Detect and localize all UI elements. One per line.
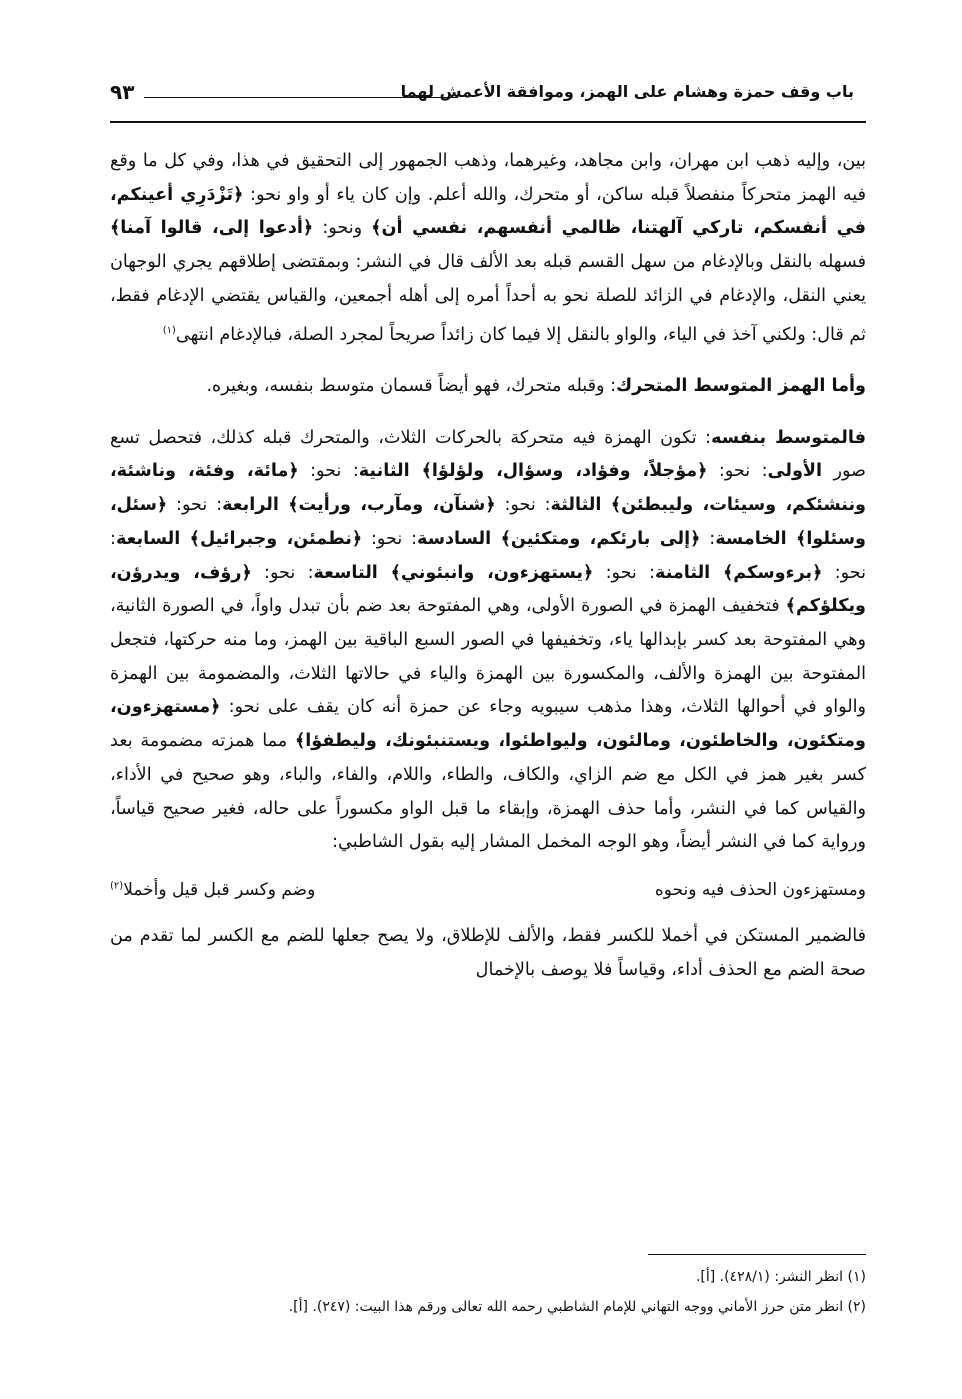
chapter-title: باب وقف حمزة وهشام على الهمز، وموافقة الأعمش لهما [400, 82, 854, 101]
page-number: ٩٣ [110, 80, 135, 104]
quran-quote: ﴿مؤجلاً، وفؤاد، وسؤال، ولؤلؤا﴾ الثانية [358, 461, 708, 482]
text-run: ونحو: [313, 218, 372, 239]
text-run: : نحو: [362, 528, 418, 549]
footnote-1: (١) انظر النشر: (٤٢٨/١). [أ]. [695, 1269, 866, 1285]
quran-quote: ﴿مائة، وفئة، وناشئة، وننشئكم، وسيئات، وليبطئن﴾ الثالثة [110, 461, 866, 516]
poetry-verse [110, 874, 866, 912]
footnote-2: (٢) انظر متن حرز الأماني ووجه التهاني للإمام الشاطبي رحمه الله تعالى ورقم هذا البيت: (٢٤٧). [أ]. [288, 1299, 866, 1315]
text-run: بين، وإليه ذهب ابن مهران، وابن مجاهد، وغيرهما، وذهب الجمهور إلى التحقيق في هذا، وفي كل ما وقع فيه الهمز متحركاً منفصلاً قبله ساكن، أو متحرك، والله أعلم. وإن كان ياء أو واو نحو: [110, 151, 866, 205]
paragraph-gap [110, 352, 866, 370]
section-heading: وأما الهمز المتوسط المتحرك [616, 376, 866, 397]
quran-quote: ﴿أدعوا إلى، قالوا آمنا﴾ [110, 218, 314, 239]
quran-quote: ﴿نطمئن، وجبرائيل﴾ السابعة [115, 528, 363, 549]
paragraph [110, 145, 866, 352]
header-rule [110, 121, 866, 123]
text-run: : تكون الهمزة فيه متحركة بالحركات الثلاث، والمتحرك قبله كذلك، فتحصل تسع صور [110, 427, 866, 482]
paragraph-gap [110, 404, 866, 422]
quran-quote: ﴿شنآن، ومآرب، ورأيت﴾ الرابعة [222, 495, 496, 516]
text-run: : نحو: [167, 495, 223, 516]
text-run: : وقبله متحرك، فهو أيضاً قسمان متوسط بنفسه، وبغيره. [206, 376, 617, 397]
text-run: : [700, 528, 716, 549]
quran-quote: ﴿رؤف، ويدرؤن، ويكلؤكم﴾ [110, 562, 866, 617]
running-head [110, 80, 854, 110]
quran-quote: ﴿سئل، وسئلوا﴾ الخامسة [110, 495, 866, 549]
header-line [144, 97, 458, 98]
footnote-ref: (٢) [110, 880, 124, 892]
text-run: : نحو: [707, 461, 768, 482]
text-run: فالضمير المستكن في أخملا للكسر فقط، والألف للإطلاق، ولا يصح جعلها للضم مع الكسر لما تقدم من صحة الضم مع الحذف أداء، وقياساً فلا يوصف بالإخمال [110, 925, 866, 980]
paragraph [110, 422, 866, 860]
quran-quote: ﴿برءوسكم﴾ الثامنة [655, 562, 823, 583]
text-run: : نحو: [110, 528, 866, 583]
ordinal-label: الأولى [767, 461, 823, 482]
footnotes [110, 1262, 866, 1322]
verse-first-hemistich: ومستهزءون الحذف فيه ونحوه [654, 879, 866, 900]
footnote-separator [648, 1254, 866, 1255]
quran-quote: ﴿مستهزءون، ومتكئون، والخاطئون، ومالئون، وليواطئوا، ويستنبئونك، وليطفؤا﴾ [110, 697, 866, 752]
text-run: مما همزته مضمومة بعد كسر بغير همز في الكل مع ضم الزاي، والكاف، والطاء، واللام، والفاء، والباء، وهو صحيح في الأداء، والقياس كما في النشر، وأما حذف الهمزة، وإبقاء ما قبل الواو مكسوراً على حاله، فغير صحيح قياساً، ورواية كما في النشر أيضاً، وهو الوجه المخمل المشار إليه بقول الشاطبي: [110, 731, 866, 853]
section-heading: فالمتوسط بنفسه [711, 427, 867, 448]
main-text [110, 145, 866, 987]
paragraph [110, 920, 866, 987]
text-run: : نحو: [495, 495, 551, 516]
quran-quote: ﴿تَزْدَرِي أعينكم، في أنفسكم، تاركي آلهتنا، ظالمي أنفسهم، نفسي أن﴾ [110, 184, 866, 239]
text-run: : نحو: [298, 461, 359, 482]
text-run: : نحو: [251, 562, 314, 583]
quran-quote: ﴿إلى بارئكم، ومتكئين﴾ السادسة [417, 528, 701, 549]
verse-second-hemistich [110, 880, 315, 900]
verse-text: وضم وكسر قبل قيل وأخملا [123, 879, 316, 900]
paragraph [110, 370, 866, 404]
text-run: فتخفيف الهمزة في الصورة الأولى، وهي المفتوحة بعد ضم بأن تبدل واواً، في الصورة الثانية، وهي المفتوحة بعد كسر بإبدالها ياء، وتخفيفها في الصور السبع الباقية بين الهمز، وما منه حركتها، فتجعل المفتوحة بين الهمزة والألف، والمكسورة بين الهمزة والياء في حالاتها الثلاث، والمضمومة بين الهمزة والواو في أحوالها الثلاث، وهذا مذهب سيبويه وجاء عن حمزة أنه كان يقف على نحو: [110, 596, 866, 718]
quran-quote: ﴿يستهزءون، وانبئوني﴾ التاسعة [313, 562, 594, 583]
footnote-ref: (١) [162, 324, 176, 336]
text-run: : نحو: [593, 562, 656, 583]
text-run: فسهله بالنقل وبالإدغام من سهل القسم قبله بعد الألف قال في النشر: وبمقتضى إطلاقهم يجري الوجهان يعني النقل، والإدغام في الزائد للصلة نحو به أحداً أمره إلى أهله أجمعين، والقياس يقتضي الإدغام فقط، ثم قال: ولكني آخذ في الياء، والواو بالنقل إلا فيما كان زائداً صريحاً لمجرد الصلة، فبالإدغام انتهى [110, 252, 866, 345]
